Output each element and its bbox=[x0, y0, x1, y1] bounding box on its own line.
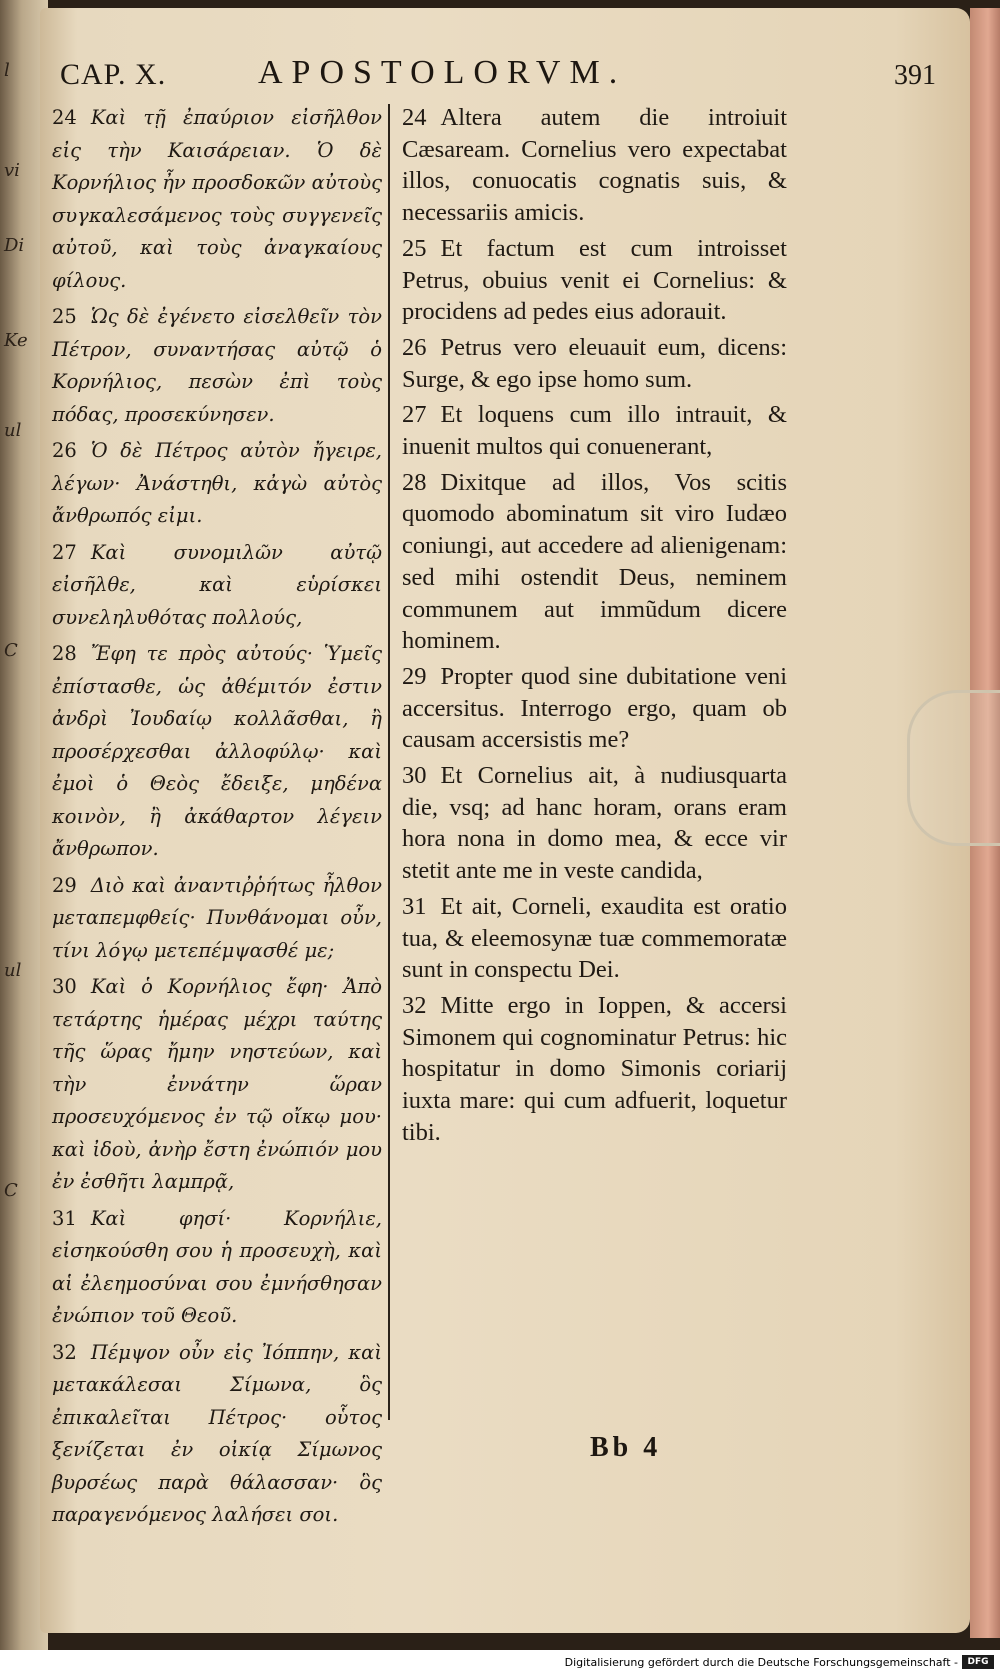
verse-number: 24 bbox=[52, 106, 77, 129]
chapter-label: CAP. X. bbox=[60, 58, 167, 91]
footer-credit: Digitalisierung gefördert durch die Deutsche Forschungsgemeinschaft - bbox=[564, 1656, 958, 1669]
latin-verse bbox=[402, 233, 787, 328]
verse-text: Ἔφη τε πρὸς αὐτούς· Ὑμεῖς ἐπίστασθε, ὡς ἀθέμιτόν ἐστιν ἀνδρὶ Ἰουδαίῳ κολλᾶσθαι, ἢ προσέρχεσθαι ἀλλοφύλῳ· καὶ ἐμοὶ ὁ Θεὸς ἔδειξε, μηδένα κοινὸν, ἢ ἀκάθαρτον λέγειν ἄνθρωπον. bbox=[52, 642, 382, 860]
page-number: 391 bbox=[894, 60, 936, 91]
book-title: APOSTOLORVM. bbox=[258, 54, 627, 91]
verse-number: 25 bbox=[402, 234, 427, 262]
verse-number: 32 bbox=[402, 991, 427, 1019]
verse-number: 26 bbox=[52, 439, 77, 462]
greek-verse bbox=[52, 870, 382, 968]
greek-verse bbox=[52, 971, 382, 1199]
latin-column bbox=[402, 102, 787, 1153]
verse-text: Propter quod sine dubitatione veni accersitus. Interrogo ergo, quam ob causam accersistis me? bbox=[402, 662, 787, 754]
verse-number: 26 bbox=[402, 333, 427, 361]
verse-text: Καὶ τῇ ἐπαύριον εἰσῆλθον εἰς τὴν Καισάρειαν. Ὁ δὲ Κορνήλιος ἦν προσδοκῶν αὐτοὺς συγκαλεσάμενος τοὺς συγγενεῖς αὐτοῦ, καὶ τοὺς ἀναγκαίους φίλους. bbox=[52, 106, 382, 292]
verse-text: Καὶ φησί· Κορνήλιε, εἰσηκούσθη σου ἡ προσευχὴ, καὶ αἱ ἐλεημοσύναι σου ἐμνήσθησαν ἐνώπιον τοῦ Θεοῦ. bbox=[52, 1206, 382, 1327]
verse-text: Et factum est cum introisset Petrus, obuius venit ei Cornelius: & procidens ad pedes eius adorauit. bbox=[402, 234, 787, 326]
margin-glyph: l bbox=[4, 60, 10, 81]
latin-verse bbox=[402, 661, 787, 756]
margin-glyph: ul bbox=[4, 960, 22, 981]
verse-text: Καὶ συνομιλῶν αὐτῷ εἰσῆλθε, καὶ εὑρίσκει συνεληλυθότας πολλούς, bbox=[52, 540, 382, 629]
verse-number: 30 bbox=[52, 975, 77, 998]
greek-verse bbox=[52, 301, 382, 431]
verse-number: 29 bbox=[402, 662, 427, 690]
verse-text: Et Cornelius ait, à nudiusquarta die, vsq; ad hanc horam, orans eram hora nona in domo mea, & ecce vir stetit ante me in veste candida, bbox=[402, 762, 787, 885]
greek-verse bbox=[52, 537, 382, 635]
dfg-logo: DFG bbox=[962, 1655, 994, 1669]
verse-text: Petrus vero eleuauit eum, dicens: Surge, & ego ipse homo sum. bbox=[402, 333, 787, 393]
verse-number: 30 bbox=[402, 762, 427, 790]
greek-verse bbox=[52, 435, 382, 533]
column-divider bbox=[388, 104, 390, 1420]
running-head bbox=[60, 52, 950, 92]
greek-verse bbox=[52, 1203, 382, 1333]
digitization-footer bbox=[0, 1650, 1000, 1675]
verse-text: Ὡς δὲ ἐγένετο εἰσελθεῖν τὸν Πέτρον, συναντήσας αὐτῷ ὁ Κορνήλιος, πεσὼν ἐπὶ τοὺς πόδας, προσεκύνησεν. bbox=[52, 305, 382, 426]
verse-text: Καὶ ὁ Κορνήλιος ἔφη· Ἀπὸ τετάρτης ἡμέρας μέχρι ταύτης τῆς ὥρας ἤμην νηστεύων, καὶ τὴν ἐννάτην ὥραν προσευχόμενος ἐν τῷ οἴκῳ μου· καὶ ἰδοὺ, ἀνὴρ ἔστη ἐνώπιόν μου ἐν ἐσθῆτι λαμπρᾷ, bbox=[52, 975, 382, 1193]
margin-glyph: ul bbox=[4, 420, 22, 441]
verse-text: Et ait, Corneli, exaudita est oratio tua, & eleemosynæ tuæ commemoratæ sunt in conspectu Dei. bbox=[402, 892, 787, 984]
verse-number: 28 bbox=[402, 468, 427, 496]
latin-verse bbox=[402, 760, 787, 887]
margin-glyph: Di bbox=[4, 235, 25, 256]
verse-text: Πέμψον οὖν εἰς Ἰόππην, καὶ μετακάλεσαι Σίμωνα, ὃς ἐπικαλεῖται Πέτρος· οὗτος ξενίζεται ἐν οἰκίᾳ Σίμωνος βυρσέως παρὰ θάλασσαν· ὃς παραγενόμενος λαλήσει σοι. bbox=[52, 1340, 382, 1526]
verse-number: 32 bbox=[52, 1340, 77, 1364]
verse-text: Dixitque ad illos, Vos scitis quomodo abominatum sit viro Iudæo coniungi, aut accedere ad alienigenam: sed mihi ostendit Deus, neminem communem aut immũdum dicere hominem. bbox=[402, 468, 787, 655]
verse-number: 27 bbox=[402, 401, 427, 429]
latin-verse bbox=[402, 891, 787, 986]
margin-glyph: Ke bbox=[4, 330, 28, 351]
latin-verse bbox=[402, 990, 787, 1149]
verse-number: 28 bbox=[52, 642, 77, 665]
margin-glyph: C bbox=[4, 640, 18, 661]
verse-number: 27 bbox=[52, 540, 77, 564]
greek-column bbox=[52, 102, 382, 1536]
signature-mark: Bb 4 bbox=[590, 1432, 662, 1463]
latin-verse bbox=[402, 332, 787, 395]
latin-verse bbox=[402, 102, 787, 229]
margin-glyph: vi bbox=[4, 160, 20, 181]
verse-text: Mitte ergo in Ioppen, & accersi Simonem qui cognominatur Petrus: hic hospitatur in domo Simonis coriarij iuxta mare: qui cum adfuerit, loquetur tibi. bbox=[402, 991, 787, 1146]
verse-text: Διὸ καὶ ἀναντιῤῥήτως ἦλθον μεταπεμφθείς· Πυνθάνομαι οὖν, τίνι λόγῳ μετεπέμψασθέ με; bbox=[52, 873, 382, 962]
verse-number: 25 bbox=[52, 305, 77, 328]
verse-number: 29 bbox=[52, 873, 77, 897]
greek-verse bbox=[52, 1337, 382, 1532]
verse-number: 31 bbox=[402, 892, 427, 920]
latin-verse bbox=[402, 467, 787, 657]
verse-number: 24 bbox=[402, 104, 427, 131]
book-clasp bbox=[907, 690, 1000, 846]
verse-text: Altera autem die introiuit Cæsaream. Cornelius vero expectabat illos, conuocatis cognatis suis, & necessariis amicis. bbox=[402, 104, 787, 227]
verse-number: 31 bbox=[52, 1206, 77, 1230]
verse-text: Ὁ δὲ Πέτρος αὐτὸν ἤγειρε, λέγων· Ἀνάστηθι, κἀγὼ αὐτὸς ἄνθρωπός εἰμι. bbox=[52, 439, 382, 527]
greek-verse bbox=[52, 102, 382, 297]
greek-verse bbox=[52, 638, 382, 866]
verse-text: Et loquens cum illo intrauit, & inuenit multos qui conuenerant, bbox=[402, 401, 787, 461]
latin-verse bbox=[402, 399, 787, 462]
margin-glyph: C bbox=[4, 1180, 18, 1201]
